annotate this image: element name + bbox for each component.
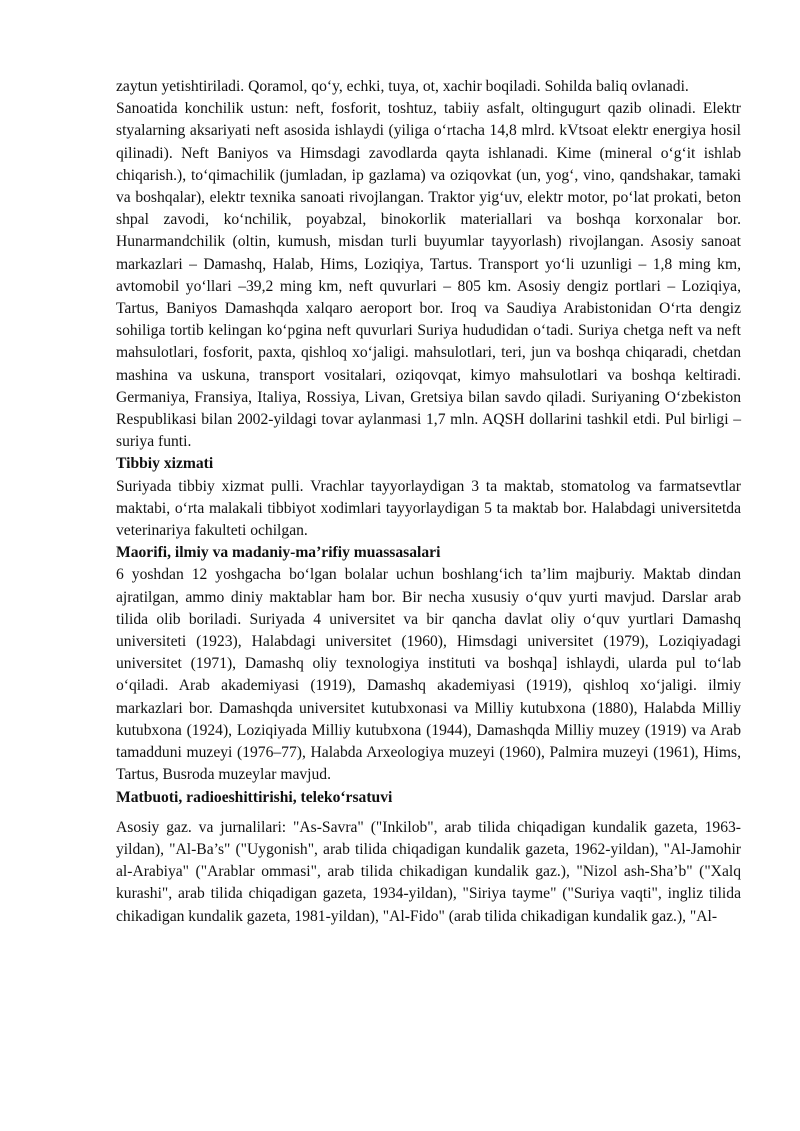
- heading-press-media: Matbuoti, radioeshittirishi, teleko‘rsatuvi: [116, 788, 393, 806]
- heading-medical-service: Tibbiy xizmati: [116, 455, 214, 473]
- paragraph-education: 6 yoshdan 12 yoshgacha bo‘lgan bolalar uchun boshlang‘ich ta’lim majburiy. Maktab dindan ajratilgan, ammo diniy maktablar ham bor. Bir necha xususiy o‘quv yurti mavjud. Darslar arab tilida olib boriladi. Suriyada 4 universitet va bir qancha davlat oliy o‘quv yurtlari Damashq universiteti (1923), Halabdagi universitet (1960), Himsdagi universitet (1979), Loziqiyadagi universitet (1971), Damashq oliy texnologiya instituti va boshqa] ishlaydi, ularda pul to‘lab o‘qiladi. Arab akademiyasi (1919), Damashq akademiyasi (1919), qishloq xo‘jaligi. ilmiy markazlari bor. Damashqda universitet kutubxonasi va Milliy kutubxona (1880), Halabda Milliy kutubxona (1924), Loziqiyada Milliy kutubxona (1944), Damashqda Milliy muzey (1919) va Arab tamadduni muzeyi (1976–77), Halabda Arxeologiya muzeyi (1960), Palmira muzeyi (1961), Hims, Tartus, Busroda muzeylar mavjud.: [116, 566, 741, 784]
- heading-education: Maorifi, ilmiy va madaniy-ma’rifiy muassasalari: [116, 544, 441, 562]
- document-page: [116, 76, 741, 928]
- paragraph-industry: Sanoatida konchilik ustun: neft, fosforit, toshtuz, tabiiy asfalt, oltingugurt qazib olinadi. Elektr styalarning aksariyati neft asosida ishlaydi (yiliga o‘rtacha 14,8 mlrd. kVtsoat elektr energiya hosil qilinadi). Neft Baniyos va Himsdagi zavodlarda qayta ishlanadi. Kime (mineral o‘g‘it ishlab chiqarish.), to‘qimachilik (jumladan, ip gazlama) va oziqovkat (un, yog‘, vino, qandshakar, tamaki va boshqalar), elektr texnika sanoati rivojlangan. Traktor yig‘uv, elektr motor, po‘lat prokati, beton shpal zavodi, ko‘nchilik, poyabzal, binokorlik materiallari va boshqa korxonalar bor. Hunarmandchilik (oltin, kumush, misdan turli buyumlar tayyorlash) rivojlangan. Asosiy sanoat markazlari – Damashq, Halab, Hims, Loziqiya, Tartus. Transport yo‘li uzunligi – 1,8 ming km, avtomobil yo‘llari –39,2 ming km, neft quvurlari – 805 km. Asosiy dengiz portlari – Loziqiya, Tartus, Baniyos Damashqda xalqaro aeroport bor. Iroq va Saudiya Arabistonidan O‘rta dengiz sohiliga tortib kelingan ko‘pgina neft quvurlari Suriya hududidan o‘tadi. Suriya chetga neft va neft mahsulotlari, fosforit, paxta, qishloq xo‘jaligi. mahsulotlari, teri, jun va boshqa chiqaradi, chetdan mashina va uskuna, transport vositalari, oziqovqat, kimyo mahsulotlari va boshqa keltiradi. Germaniya, Fransiya, Italiya, Rossiya, Livan, Gretsiya bilan savdo qiladi. Suriyaning O‘zbekiston Respublikasi bilan 2002-yildagi tovar aylanmasi 1,7 mln. AQSH dollarini tashkil etdi. Pul birligi – suriya funti.: [116, 100, 741, 451]
- paragraph-medical-service: Suriyada tibbiy xizmat pulli. Vrachlar tayyorlaydigan 3 ta maktab, stomatolog va farmatsevtlar maktabi, o‘rta malakali tibbiyot xodimlari tayyorlaydigan 5 ta maktab bor. Halabdagi universitetda veterinariya fakulteti ochilgan.: [116, 477, 741, 540]
- paragraph-agriculture: zaytun yetishtiriladi. Qoramol, qo‘y, echki, tuya, ot, xachir boqiladi. Sohilda baliq ovlanadi.: [116, 78, 689, 95]
- paragraph-press-media: Asosiy gaz. va jurnalilari: "As-Savra" ("Inkilob", arab tilida chiqadigan kundalik gazeta, 1963-yildan), "Al-Ba’s" ("Uygonish", arab tilida chiqadigan kundalik gazeta, 1962-yildan), "Al-Jamohir al-Arabiya" ("Arablar ommasi", arab tilida chikadigan kundalik gaz.), "Nizol ash-Sha’b" ("Xalq kurashi", arab tilida chiqadigan gazeta, 1934-yildan), "Siriya tayme" ("Suriya vaqti", ingliz tilida chikadigan kundalik gazeta, 1981-yildan), "Al-Fido" (arab tilida chikadigan kundalik gaz.), "Al-: [116, 818, 741, 925]
